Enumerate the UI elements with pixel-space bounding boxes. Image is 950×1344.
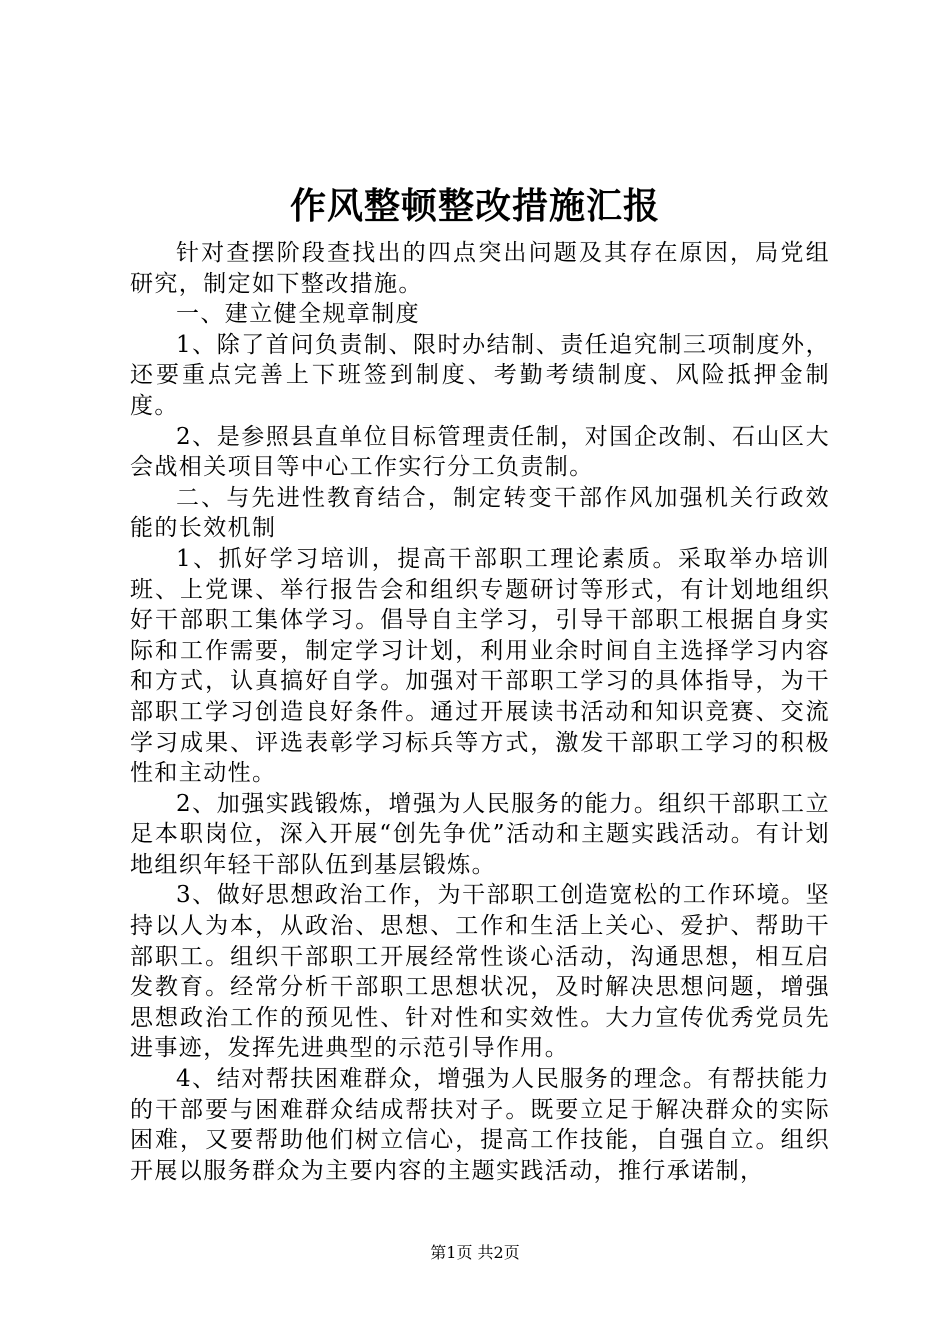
- section-heading-2: 二、与先进性教育结合，制定转变干部作风加强机关行政效能的长效机制: [130, 484, 830, 542]
- paragraph-2-4: 4、结对帮扶困难群众，增强为人民服务的理念。有帮扶能力的干部要与困难群众结成帮扶对子。既要立足于解决群众的实际困难，又要帮助他们树立信心，提高工作技能，自强自立。组织开展以服务群众为主要内容的主题实践活动，推行承诺制，: [130, 1066, 830, 1184]
- document-title: 作风整顿整改措施汇报: [289, 185, 660, 227]
- intro-paragraph: 针对查摆阶段查找出的四点突出问题及其存在原因，局党组研究，制定如下整改措施。: [130, 240, 830, 297]
- section-heading-1: 一、建立健全规章制度: [176, 301, 420, 328]
- page-footer: 第1页 共2页: [430, 1243, 520, 1262]
- paragraph-1-2: 2、是参照县直单位目标管理责任制，对国企改制、石山区大会战相关项目等中心工作实行分工负责制。: [130, 423, 830, 481]
- paragraph-2-3: 3、做好思想政治工作，为干部职工创造宽松的工作环境。坚持以人为本，从政治、思想、工作和生活上关心、爱护、帮助干部职工。组织干部职工开展经常性谈心活动，沟通思想，相互启发教育。经常分析干部职工思想状况，及时解决思想问题，增强思想政治工作的预见性、针对性和实效性。大力宣传优秀党员先进事迹，发挥先进典型的示范引导作用。: [130, 882, 830, 1062]
- paragraph-2-2: 2、加强实践锻炼，增强为人民服务的能力。组织干部职工立足本职岗位，深入开展“创先争优”活动和主题实践活动。有计划地组织年轻干部队伍到基层锻炼。: [130, 790, 830, 878]
- paragraph-2-1: 1、抓好学习培训，提高干部职工理论素质。采取举办培训班、上党课、举行报告会和组织专题研讨等形式，有计划地组织好干部职工集体学习。倡导自主学习，引导干部职工根据自身实际和工作需要，制定学习计划，利用业余时间自主选择学习内容和方式，认真搞好自学。加强对干部职工学习的具体指导，为干部职工学习创造良好条件。通过开展读书活动和知识竞赛、交流学习成果、评选表彰学习标兵等方式，激发干部职工学习的积极性和主动性。: [130, 545, 830, 787]
- document-body: [130, 238, 830, 1186]
- paragraph-1-1: 1、除了首问负责制、限时办结制、责任追究制三项制度外，还要重点完善上下班签到制度、考勤考绩制度、风险抵押金制度。: [130, 331, 830, 419]
